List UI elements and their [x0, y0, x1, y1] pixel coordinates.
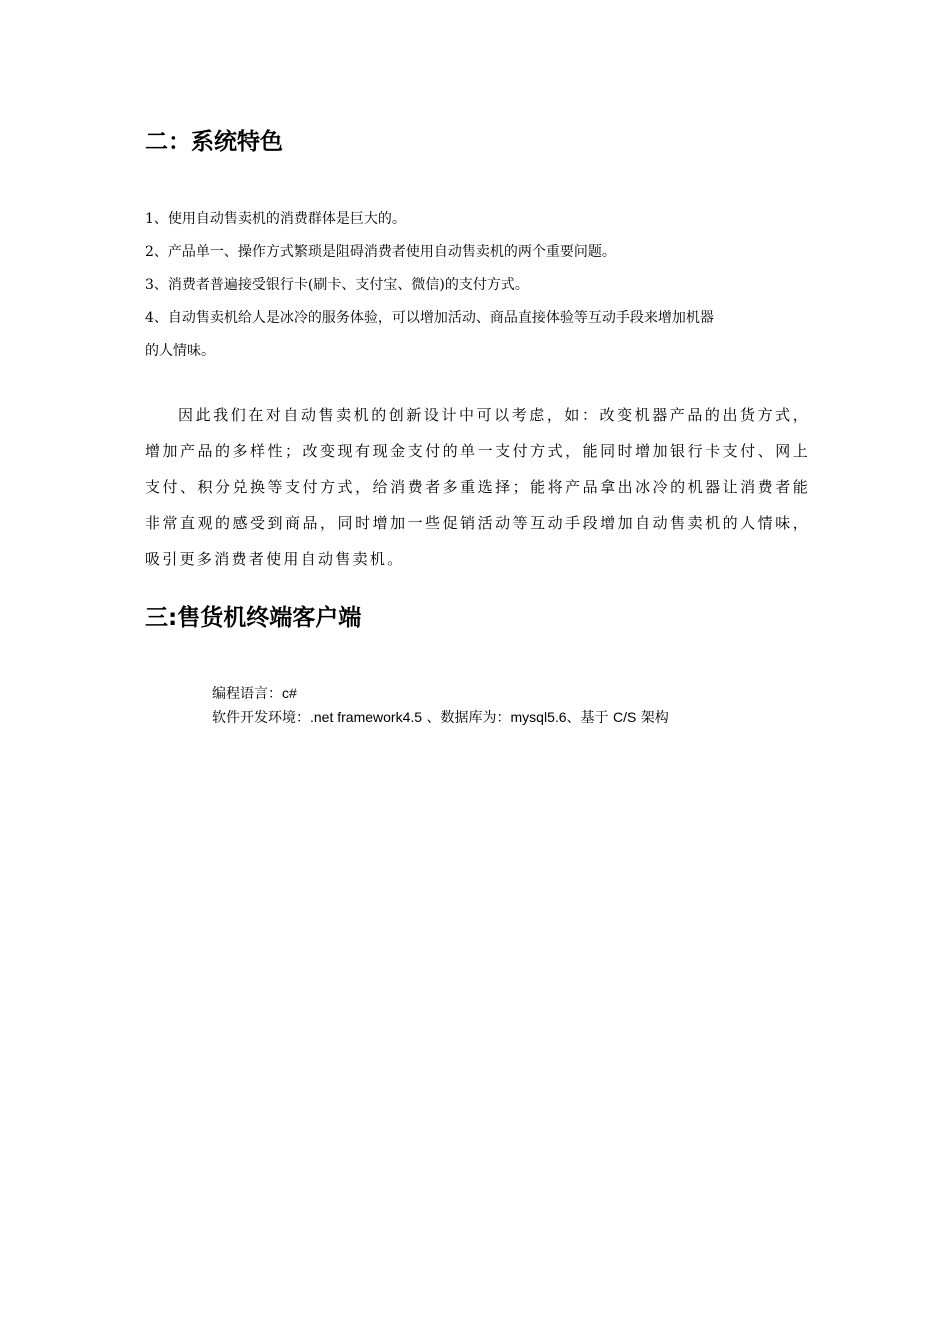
list-item: 3、消费者普遍接受银行卡(刷卡、支付宝、微信)的支付方式。 [145, 277, 529, 293]
programming-language-line [212, 682, 669, 706]
feature-list [145, 203, 810, 368]
list-item: 的人情味。 [145, 343, 215, 359]
architecture-label: 、基于 [566, 710, 613, 726]
body-paragraph: 因此我们在对自动售卖机的创新设计中可以考虑，如：改变机器产品的出货方式，增加产品的多样性；改变现有现金支付的单一支付方式，能同时增加银行卡支付、网上支付、积分兑换等支付方式，给消费者多重选择；能将产品拿出冰冷的机器让消费者能非常直观的感受到商品，同时增加一些促销活动等互动手段增加自动售卖机的人情味，吸引更多消费者使用自动售卖机。 [145, 406, 810, 568]
language-label: 编程语言： [212, 686, 282, 702]
dev-environment-line [212, 706, 669, 730]
framework-value: .net framework4.5 [310, 709, 423, 725]
section-heading-terminal-client: 三:售货机终端客户端 [145, 605, 362, 631]
architecture-value: C/S [613, 709, 637, 725]
list-item: 4、自动售卖机给人是冰冷的服务体验，可以增加活动、商品直接体验等互动手段来增加机器 [145, 310, 714, 326]
list-item: 2、产品单一、操作方式繁琐是阻碍消费者使用自动售卖机的两个重要问题。 [145, 244, 616, 260]
list-item: 1、使用自动售卖机的消费群体是巨大的。 [145, 211, 406, 227]
database-value: mysql5.6 [510, 709, 567, 725]
env-label: 软件开发环境： [212, 710, 310, 726]
section-heading-system-features: 二：系统特色 [145, 129, 283, 155]
language-value: c# [282, 685, 297, 701]
database-label: 、数据库为： [422, 710, 511, 726]
dev-info-block [212, 682, 669, 730]
architecture-suffix: 架构 [636, 710, 669, 726]
